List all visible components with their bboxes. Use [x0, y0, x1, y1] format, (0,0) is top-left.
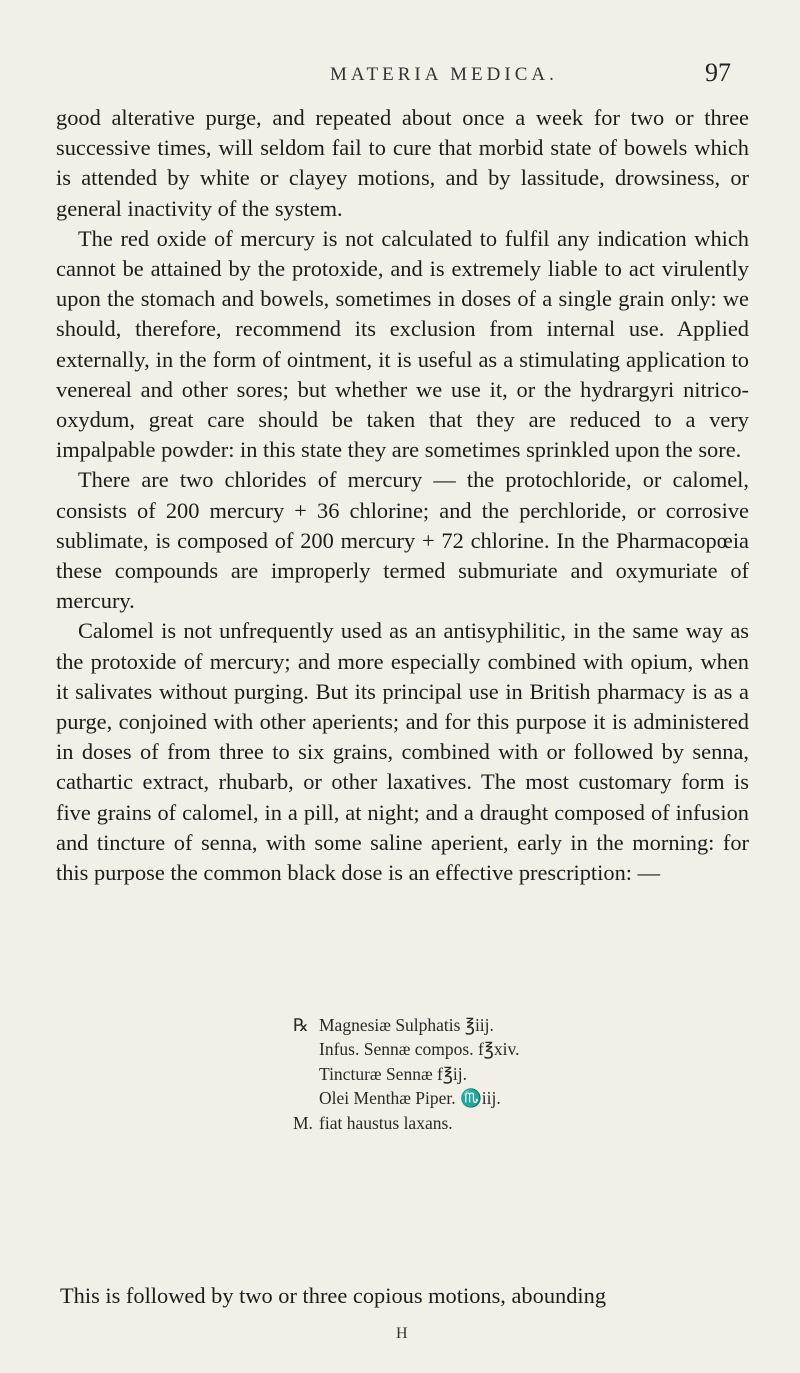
prescription-direction: fiat haustus laxans. — [319, 1112, 453, 1133]
signature-mark: H — [396, 1325, 408, 1342]
prescription-misce: M. — [293, 1112, 313, 1133]
prescription-ingredient: Olei Menthæ Piper. ♏iij. — [319, 1088, 501, 1109]
prescription-line — [293, 1062, 520, 1086]
running-head: MATERIA MEDICA. — [330, 64, 558, 85]
prescription-line — [293, 1086, 520, 1110]
prescription — [293, 1013, 520, 1135]
body-text — [56, 103, 749, 888]
prescription-ingredient: Tincturæ Sennæ f℥ij. — [319, 1063, 468, 1084]
prescription-ingredient: Infus. Sennæ compos. f℥xiv. — [319, 1039, 520, 1060]
prescription-line — [293, 1037, 520, 1061]
paragraph-chlorides: There are two chlorides of mercury — the protochloride, or calomel, consists of 200 mercury + 36 chlorine; and the perchloride, or corrosive sublimate, is composed of 200 mercury + 72 chlorine. In the Pharmacopœia these compounds are improperly termed submuriate and oxymuriate of mercury. — [56, 467, 749, 614]
prescription-line — [293, 1111, 520, 1135]
recipe-symbol: ℞ — [293, 1015, 309, 1035]
paragraph-red-oxide: The red oxide of mercury is not calculated to fulfil any indication which cannot be attained by the protoxide, and is extremely liable to act virulently upon the stomach and bowels, sometimes in doses of a single grain only: we should, therefore, recommend its exclusion from internal use. Applied externally, in the form of ointment, it is useful as a stimulating application to venereal and other sores; but whether we use it, or the hydrargyri nitrico-oxydum, great care should be taken that they are reduced to a very impalpable powder: in this state they are sometimes sprinkled upon the sore. — [56, 225, 749, 463]
page-number: 97 — [705, 58, 731, 87]
paragraph-continuation: good alterative purge, and repeated about once a week for two or three successive times, will seldom fail to cure that morbid state of bowels which is attended by white or clayey motions, and by lassitude, drowsiness, or general inactivity of the system. — [56, 105, 749, 221]
prescription-ingredient: Magnesiæ Sulphatis ℥iij. — [319, 1015, 494, 1035]
closing-line: This is followed by two or three copious motions, abounding — [60, 1283, 607, 1308]
prescription-line — [293, 1013, 520, 1037]
paragraph-calomel: Calomel is not unfrequently used as an antisyphilitic, in the same way as the protoxide of mercury; and more especially combined with opium, when it salivates without purging. But its principal use in British pharmacy is as a purge, conjoined with other aperients; and for this purpose it is administered in doses of from three to six grains, combined with or followed by senna, cathartic extract, rhubarb, or other laxatives. The most customary form is five grains of calomel, in a pill, at night; and a draught composed of infusion and tincture of senna, with some saline aperient, early in the morning: for this purpose the common black dose is an effective prescription: — — [56, 618, 749, 886]
